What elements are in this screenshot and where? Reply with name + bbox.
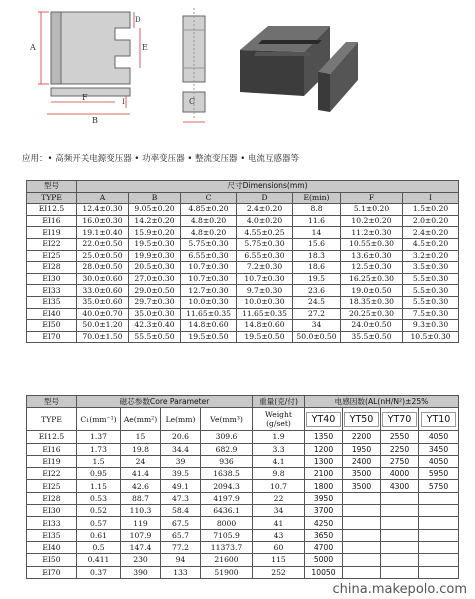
dimension-cell: 34	[293, 320, 341, 332]
weight-header: 重量(克/付)	[253, 396, 305, 408]
dimension-cell: 5.5±0.30	[403, 296, 459, 308]
table-row	[27, 204, 459, 216]
core-param-cell: 20.6	[161, 431, 201, 443]
al-value-cell	[381, 541, 419, 553]
dimension-cell: 5.75±0.30	[237, 238, 293, 250]
table-row	[27, 262, 459, 274]
table-row	[27, 455, 459, 467]
type-cell: EI28	[27, 492, 77, 504]
dimension-cell: 23.6	[293, 285, 341, 297]
al-value-cell: 4000	[381, 468, 419, 480]
dimension-cell: 10.7±0.30	[181, 273, 237, 285]
al-value-cell: 3500	[343, 480, 381, 492]
al-value-cell: 5750	[419, 480, 459, 492]
dimension-cell: 50.0±0.50	[293, 331, 341, 343]
dimension-cell: 19.0±0.50	[341, 285, 403, 297]
dim-col-header: A	[77, 192, 129, 204]
type-cell: EI25	[27, 250, 77, 262]
type-subheader: TYPE	[27, 192, 77, 204]
weight-subheader: Weight (g/set)	[253, 408, 305, 431]
dim-col-header: F	[341, 192, 403, 204]
dimension-cell: 8.8	[293, 204, 341, 216]
application-note: 应用：• 高频开关电源变压器 • 功率变压器 • 整流变压器 • 电流互感器等	[22, 154, 299, 164]
al-value-cell	[343, 554, 381, 566]
dim-col-header: E(min)	[293, 192, 341, 204]
dimension-cell: 3.2±0.20	[403, 250, 459, 262]
dimension-cell: 24.5	[293, 296, 341, 308]
al-value-cell: 3450	[419, 443, 459, 455]
material-header	[381, 408, 419, 431]
dim-col-header: D	[237, 192, 293, 204]
al-value-cell: 5000	[305, 554, 343, 566]
core-param-cell: 94	[161, 554, 201, 566]
dimension-cell: 25.0±0.50	[77, 250, 129, 262]
al-value-cell: 3700	[305, 505, 343, 517]
dimension-cell: 18.6	[293, 262, 341, 274]
dim-label-d: D	[135, 16, 141, 24]
weight-cell: 41	[253, 517, 305, 529]
dimension-cell: 7.2±0.30	[237, 262, 293, 274]
al-value-cell: 2750	[381, 455, 419, 467]
dimensions-header: 尺寸Dimensions(mm)	[77, 181, 459, 193]
core-param-cell: 77.2	[161, 541, 201, 553]
core-param-cell: 8000	[201, 517, 253, 529]
core-table-body	[27, 431, 459, 579]
al-value-cell: 1950	[343, 443, 381, 455]
dim-label-c: C	[189, 97, 196, 106]
dimension-cell: 10.5±0.30	[403, 331, 459, 343]
dimension-cell: 22.0±0.50	[77, 238, 129, 250]
dimension-cell: 50.0±1.20	[77, 320, 129, 332]
dimension-cell: 11.6	[293, 215, 341, 227]
al-value-cell	[381, 517, 419, 529]
table-row	[27, 541, 459, 553]
type-cell: EI22	[27, 468, 77, 480]
dimension-cell: 19.5	[293, 273, 341, 285]
weight-cell: 4.1	[253, 455, 305, 467]
al-value-cell	[381, 492, 419, 504]
watermark: china.makepolo.com	[332, 582, 467, 597]
core-param-cell: 49.1	[161, 480, 201, 492]
al-value-cell: 4700	[305, 541, 343, 553]
core-col-header: Le(mm)	[161, 408, 201, 431]
dimension-cell: 9.05±0.20	[129, 204, 181, 216]
dimensions-table-header-row	[27, 181, 459, 193]
table-row	[27, 566, 459, 578]
dimension-cell: 24.0±0.50	[341, 320, 403, 332]
type-subheader-2: TYPE	[27, 408, 77, 431]
dimension-cell: 14.2±0.20	[129, 215, 181, 227]
core-parameter-header: 磁芯参数Core Parameter	[77, 396, 253, 408]
dimension-cell: 20.25±0.30	[341, 308, 403, 320]
al-value-cell: 1200	[305, 443, 343, 455]
dimension-cell: 12.5±0.30	[341, 262, 403, 274]
al-value-cell	[343, 492, 381, 504]
al-value-cell	[419, 554, 459, 566]
dimension-cell: 33.0±0.60	[77, 285, 129, 297]
core-param-cell: 2094.3	[201, 480, 253, 492]
al-value-cell: 4250	[305, 517, 343, 529]
dimension-cell: 14	[293, 227, 341, 239]
table-row	[27, 480, 459, 492]
al-value-cell: 3950	[305, 492, 343, 504]
dimension-cell: 9.3±0.30	[403, 320, 459, 332]
dimension-cell: 15.9±0.20	[129, 227, 181, 239]
weight-cell: 252	[253, 566, 305, 578]
dimension-cell: 19.5±0.50	[181, 331, 237, 343]
core-param-cell: 1.73	[77, 443, 121, 455]
core-param-cell: 0.52	[77, 505, 121, 517]
type-cell: EI50	[27, 554, 77, 566]
dim-label-i: I	[122, 98, 125, 106]
core-param-cell: 682.9	[201, 443, 253, 455]
dimension-cell: 2.0±0.20	[403, 215, 459, 227]
al-value-cell: 1350	[305, 431, 343, 443]
type-cell: EI19	[27, 455, 77, 467]
type-cell: EI22	[27, 238, 77, 250]
material-label: YT70	[382, 412, 418, 427]
weight-cell: 115	[253, 554, 305, 566]
core-param-cell: 0.411	[77, 554, 121, 566]
al-value-cell	[419, 492, 459, 504]
table-row	[27, 554, 459, 566]
core-param-cell: 1.37	[77, 431, 121, 443]
table-row	[27, 529, 459, 541]
dimension-cell: 11.2±0.30	[341, 227, 403, 239]
core-param-cell: 0.37	[77, 566, 121, 578]
core-param-cell: 51900	[201, 566, 253, 578]
dimension-cell: 5.5±0.30	[403, 273, 459, 285]
al-header: 电感因数(AL(nH/N²)±25%	[305, 396, 459, 408]
dimension-cell: 11.65±0.35	[181, 308, 237, 320]
type-cell: EI12.5	[27, 204, 77, 216]
core-param-cell: 4197.9	[201, 492, 253, 504]
weight-cell: 1.9	[253, 431, 305, 443]
dimension-cell: 1.5±0.20	[403, 204, 459, 216]
core-param-cell: 0.57	[77, 517, 121, 529]
al-value-cell: 2550	[381, 431, 419, 443]
dimension-cell: 11.65±0.35	[237, 308, 293, 320]
al-value-cell	[419, 517, 459, 529]
type-cell: EI16	[27, 443, 77, 455]
table-row	[27, 285, 459, 297]
table-row	[27, 468, 459, 480]
dimension-cell: 27.0±0.30	[129, 273, 181, 285]
al-value-cell: 2100	[305, 468, 343, 480]
core-param-cell: 65.7	[161, 529, 201, 541]
dimension-cell: 5.75±0.30	[181, 238, 237, 250]
dimension-cell: 30.0±0.60	[77, 273, 129, 285]
dimension-cell: 19.5±0.50	[237, 331, 293, 343]
core-param-cell: 0.95	[77, 468, 121, 480]
dimension-cell: 10.2±0.20	[341, 215, 403, 227]
core-param-cell: 936	[201, 455, 253, 467]
core-param-cell: 6436.1	[201, 505, 253, 517]
material-label: YT10	[421, 412, 457, 427]
weight-cell: 43	[253, 529, 305, 541]
weight-cell: 22	[253, 492, 305, 504]
dimension-cell: 16.0±0.30	[77, 215, 129, 227]
table-row	[27, 238, 459, 250]
type-cell: EI35	[27, 529, 77, 541]
type-cell: EI25	[27, 480, 77, 492]
dimension-cell: 4.8±0.20	[181, 227, 237, 239]
core-param-cell: 24	[121, 455, 161, 467]
dimension-cell: 55.5±0.50	[129, 331, 181, 343]
dimension-cell: 5.1±0.20	[341, 204, 403, 216]
al-value-cell	[381, 554, 419, 566]
dimension-cell: 40.0±0.70	[77, 308, 129, 320]
core-table-column-row	[27, 408, 459, 431]
e-core-front-view	[51, 12, 130, 84]
table-row	[27, 227, 459, 239]
core-param-cell: 119	[121, 517, 161, 529]
dimension-cell: 3.5±0.30	[403, 262, 459, 274]
core-param-cell: 42.6	[121, 480, 161, 492]
core-diagrams	[0, 0, 475, 148]
table-row	[27, 443, 459, 455]
al-value-cell	[381, 505, 419, 517]
core-param-cell: 309.6	[201, 431, 253, 443]
al-value-cell	[381, 566, 419, 578]
dimension-cell: 4.85±0.20	[181, 204, 237, 216]
dimension-cell: 29.0±0.50	[129, 285, 181, 297]
dim-label-b: B	[92, 116, 98, 125]
al-value-cell: 4050	[419, 455, 459, 467]
type-cell: EI40	[27, 308, 77, 320]
dimension-cell: 10.0±0.30	[181, 296, 237, 308]
dimension-cell: 18.3	[293, 250, 341, 262]
dim-col-header: B	[129, 192, 181, 204]
table-row	[27, 331, 459, 343]
core-col-header: C₁(mm⁻¹)	[77, 408, 121, 431]
type-cell: EI28	[27, 262, 77, 274]
material-header	[343, 408, 381, 431]
al-value-cell	[343, 566, 381, 578]
al-value-cell: 4300	[381, 480, 419, 492]
dimension-cell: 2.4±0.20	[237, 204, 293, 216]
dimension-cell: 18.35±0.30	[341, 296, 403, 308]
table-row	[27, 308, 459, 320]
table-row	[27, 517, 459, 529]
weight-cell: 60	[253, 541, 305, 553]
al-value-cell: 1300	[305, 455, 343, 467]
type-cell: EI30	[27, 273, 77, 285]
dimension-cell: 19.5±0.30	[129, 238, 181, 250]
table-row	[27, 273, 459, 285]
dimension-cell: 4.8±0.20	[181, 215, 237, 227]
material-header	[305, 408, 343, 431]
type-cell: EI30	[27, 505, 77, 517]
table-row	[27, 505, 459, 517]
dimension-cell: 35.5±0.50	[341, 331, 403, 343]
weight-cell: 10.7	[253, 480, 305, 492]
type-header-2: 型号	[27, 396, 77, 408]
al-value-cell	[343, 529, 381, 541]
dimension-cell: 19.1±0.40	[77, 227, 129, 239]
core-param-cell: 110.3	[121, 505, 161, 517]
dimension-cell: 15.6	[293, 238, 341, 250]
material-label: YT40	[306, 412, 342, 427]
dim-label-e: E	[142, 43, 148, 52]
dimension-cell: 70.0±1.50	[77, 331, 129, 343]
dim-label-a: A	[30, 43, 36, 52]
dimensions-table-body	[27, 204, 459, 343]
al-value-cell: 2200	[343, 431, 381, 443]
type-cell: EI70	[27, 566, 77, 578]
core-param-cell: 19.8	[121, 443, 161, 455]
dimension-cell: 5.5±0.30	[403, 285, 459, 297]
core-param-cell: 47.3	[161, 492, 201, 504]
core-param-cell: 390	[121, 566, 161, 578]
dimension-cell: 20.5±0.30	[129, 262, 181, 274]
core-col-header: Ae(mm²)	[121, 408, 161, 431]
dimension-cell: 9.7±0.30	[237, 285, 293, 297]
dimension-cell: 4.5±0.20	[403, 238, 459, 250]
dimensions-table	[26, 180, 459, 343]
core-param-cell: 88.7	[121, 492, 161, 504]
dimension-cell: 7.5±0.30	[403, 308, 459, 320]
core-param-cell: 1.15	[77, 480, 121, 492]
al-value-cell: 5950	[419, 468, 459, 480]
core-param-cell: 21600	[201, 554, 253, 566]
core-param-cell: 0.61	[77, 529, 121, 541]
material-header	[419, 408, 459, 431]
core-param-cell: 147.4	[121, 541, 161, 553]
al-value-cell: 4050	[419, 431, 459, 443]
al-value-cell	[419, 566, 459, 578]
type-header: 型号	[27, 181, 77, 193]
type-cell: EI50	[27, 320, 77, 332]
dimension-cell: 12.7±0.30	[181, 285, 237, 297]
al-value-cell	[343, 517, 381, 529]
core-param-cell: 39	[161, 455, 201, 467]
table-row	[27, 320, 459, 332]
table-row	[27, 431, 459, 443]
dimension-cell: 10.7±0.30	[237, 273, 293, 285]
type-cell: EI40	[27, 541, 77, 553]
dimension-cell: 2.4±0.20	[403, 227, 459, 239]
dimension-cell: 6.55±0.30	[237, 250, 293, 262]
al-value-cell	[381, 529, 419, 541]
al-value-cell: 2250	[381, 443, 419, 455]
dimension-cell: 4.55±0.25	[237, 227, 293, 239]
al-value-cell	[343, 505, 381, 517]
core-param-cell: 107.9	[121, 529, 161, 541]
dimension-cell: 42.3±0.40	[129, 320, 181, 332]
weight-cell: 9.8	[253, 468, 305, 480]
type-cell: EI35	[27, 296, 77, 308]
dimension-cell: 14.8±0.60	[237, 320, 293, 332]
dimension-cell: 12.4±0.30	[77, 204, 129, 216]
dimension-cell: 35.0±0.60	[77, 296, 129, 308]
type-cell: EI16	[27, 215, 77, 227]
dimension-cell: 29.7±0.30	[129, 296, 181, 308]
core-param-cell: 39.5	[161, 468, 201, 480]
dimension-cell: 19.9±0.30	[129, 250, 181, 262]
material-label: YT50	[344, 412, 380, 427]
dimension-cell: 10.0±0.30	[237, 296, 293, 308]
type-cell: EI33	[27, 285, 77, 297]
weight-cell: 34	[253, 505, 305, 517]
al-value-cell: 3650	[305, 529, 343, 541]
core-param-cell: 1638.5	[201, 468, 253, 480]
dimensions-column-row	[27, 192, 459, 204]
core-param-cell: 11373.7	[201, 541, 253, 553]
type-cell: EI19	[27, 227, 77, 239]
type-cell: EI70	[27, 331, 77, 343]
type-cell: EI12.5	[27, 431, 77, 443]
dimension-cell: 27.2	[293, 308, 341, 320]
al-value-cell: 1800	[305, 480, 343, 492]
al-value-cell	[419, 505, 459, 517]
dimension-cell: 4.0±0.20	[237, 215, 293, 227]
table-row	[27, 296, 459, 308]
core-param-cell: 230	[121, 554, 161, 566]
core-parameter-table	[26, 395, 459, 579]
table-row	[27, 215, 459, 227]
table-row	[27, 250, 459, 262]
dimension-cell: 28.0±0.50	[77, 262, 129, 274]
al-value-cell	[343, 541, 381, 553]
ferrite-core-photo	[240, 26, 358, 112]
dimension-cell: 10.55±0.30	[341, 238, 403, 250]
i-core-bar	[51, 88, 130, 96]
al-value-cell	[419, 541, 459, 553]
core-col-header: Ve(mm³)	[201, 408, 253, 431]
dimension-cell: 14.8±0.60	[181, 320, 237, 332]
al-value-cell: 2400	[343, 455, 381, 467]
al-value-cell: 10050	[305, 566, 343, 578]
core-param-cell: 34.4	[161, 443, 201, 455]
table-row	[27, 492, 459, 504]
core-param-cell: 0.5	[77, 541, 121, 553]
core-param-cell: 0.53	[77, 492, 121, 504]
core-param-cell: 58.4	[161, 505, 201, 517]
core-param-cell: 67.5	[161, 517, 201, 529]
core-param-cell: 15	[121, 431, 161, 443]
dimension-cell: 16.25±0.30	[341, 273, 403, 285]
type-cell: EI33	[27, 517, 77, 529]
dimension-cell: 10.7±0.30	[181, 262, 237, 274]
core-param-cell: 133	[161, 566, 201, 578]
dim-label-f: F	[82, 93, 88, 102]
al-value-cell	[419, 529, 459, 541]
al-value-cell: 3500	[343, 468, 381, 480]
dimension-cell: 6.55±0.30	[181, 250, 237, 262]
dim-col-header: I	[403, 192, 459, 204]
core-param-cell: 1.5	[77, 455, 121, 467]
dim-col-header: C	[181, 192, 237, 204]
dimension-cell: 35.0±0.30	[129, 308, 181, 320]
core-param-cell: 41.4	[121, 468, 161, 480]
weight-cell: 3.3	[253, 443, 305, 455]
core-table-header-row	[27, 396, 459, 408]
dimension-cell: 13.6±0.30	[341, 250, 403, 262]
core-param-cell: 7105.9	[201, 529, 253, 541]
